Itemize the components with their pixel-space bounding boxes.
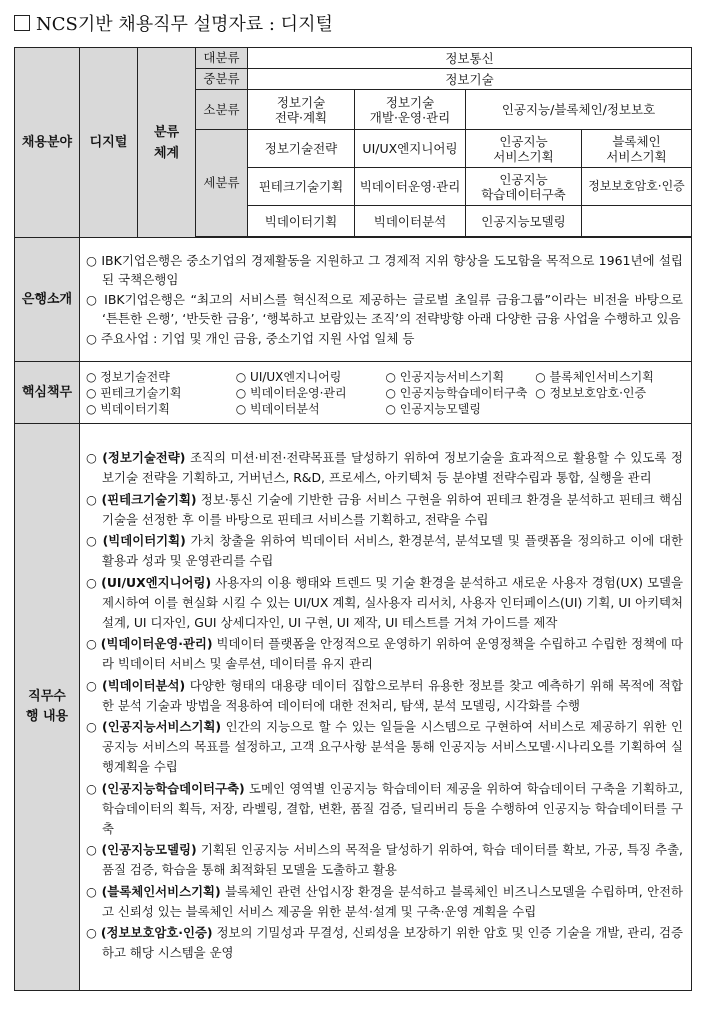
duty-item <box>535 401 685 417</box>
job-item: ○ (인공지능모델링) 기획된 인공지능 서비스의 목적을 달성하기 위하여, 학습 데이터를 확보, 가공, 특징 추출, 품질 검증, 학습을 통해 최적화된 모델을 도출하고 활용 <box>86 842 683 878</box>
duty-item: ○ 블록체인서비스기획 <box>535 369 654 384</box>
duty-item: ○ 빅데이터분석 <box>235 401 320 416</box>
job-item: ○ (빅데이터기획) 가치 창출을 위하여 빅데이터 서비스, 환경분석, 분석모델 및 플랫폼을 정의하고 이에 대한 활용과 성과 및 운영관리를 수립 <box>86 533 683 569</box>
duty-item: ○ 인공지능서비스기획 <box>385 369 505 384</box>
minor-value-2: 정보기술 개발·운영·관리 <box>355 90 466 130</box>
detail-cell-empty <box>582 206 692 237</box>
duty-item: ○ 빅데이터운영·관리 <box>235 385 347 400</box>
duty-item: ○ 인공지능학습데이터구축 <box>385 385 528 400</box>
detail-cell: 빅데이터운영·관리 <box>355 168 466 206</box>
job-item: ○ (빅데이터분석) 다양한 형태의 대용량 데이터 집합으로부터 유용한 정보를 찾고 예측하기 위해 목적에 적합한 분석 기술과 방법을 적용하여 데이터에 대한 전처리, 탐색, 분석 모델링, 시각화를 수행 <box>86 677 683 713</box>
bank-intro-label: 은행소개 <box>15 238 80 362</box>
detail-cell: 정보보호암호·인증 <box>582 168 692 206</box>
detail-cell: 인공지능 학습데이터구축 <box>466 168 582 206</box>
job-item: ○ (핀테크기술기획) 정보·통신 기술에 기반한 금융 서비스 구현을 위하여 핀테크 환경을 분석하고 핀테크 핵심 기술을 선정한 후 이를 바탕으로 핀테크 서비스를 기획하고, 전략을 수립 <box>86 491 683 527</box>
detail-cell: 인공지능모델링 <box>466 206 582 237</box>
bank-intro-item: ○ IBK기업은행은 “최고의 서비스를 혁신적으로 제공하는 글로벌 초일류 금융그룹”이라는 비전을 바탕으로 ‘튼튼한 은행’, ‘반듯한 금융’, ‘행복하고 보람있는 조직’의 전략방향 아래 다양한 금융 사업을 수행하고 있음 <box>86 291 683 327</box>
detail-cell: 정보기술전략 <box>248 130 355 168</box>
detail-cell: 핀테크기술기획 <box>248 168 355 206</box>
job-description-table <box>14 47 692 991</box>
title-text: NCS기반 채용직무 설명자료 : 디지털 <box>36 14 333 35</box>
minor-value-1: 정보기술 전략·계획 <box>248 90 355 130</box>
duty-row <box>86 401 685 417</box>
detail-cell: 블록체인 서비스기획 <box>582 130 692 168</box>
major-label: 대분류 <box>196 48 248 69</box>
core-duties-content <box>80 362 692 424</box>
minor-value-3: 인공지능/블록체인/정보보호 <box>466 90 692 130</box>
job-item: ○ (UI/UX엔지니어링) 사용자의 이용 행태와 트렌드 및 기술 환경을 분석하고 새로운 사용자 경험(UX) 모델을 제시하여 이를 현실화 시킬 수 있는 UI/UX 계획, 실사용자 리서치, 사용자 인터페이스(UI) 기획, UI 아키텍처 설계, UI 디자인, GUI 상세디자인, UI 구현, UI 제작, UI 테스트를 거쳐 가이드를 제작 <box>86 574 683 630</box>
duty-row <box>86 369 685 385</box>
duty-item: ○ 핀테크기술기획 <box>86 385 182 400</box>
job-content-label-text: 직무수행 내용 <box>25 689 69 724</box>
job-item: ○ (인공지능학습데이터구축) 도메인 영역별 인공지능 학습데이터 제공을 위하여 학습데이터 구축을 기획하고, 학습데이터의 획득, 저장, 라벨링, 결합, 변환, 품질 검증, 딜리버리 등을 수행하여 인공지능 학습데이터를 구축 <box>86 780 683 836</box>
classification-label <box>138 48 196 238</box>
bank-intro-content <box>80 238 692 362</box>
minor-label: 소분류 <box>196 90 248 130</box>
job-item: ○ (인공지능서비스기획) 인간의 지능으로 할 수 있는 일들을 시스템으로 구현하여 서비스로 제공하기 위한 인공지능 서비스의 목표를 설정하고, 고객 요구사항 분석을 통해 인공지능 서비스모델·시나리오를 기획하여 실행계획을 수립 <box>86 719 683 775</box>
job-item: ○ (정보기술전략) 조직의 미션·비전·전략목표를 달성하기 위하여 정보기술을 효과적으로 활용할 수 있도록 정보기술 전략을 기획하고, 거버넌스, R&D, 프로세스, 아키텍처 등 분야별 전략수립과 통합, 실행을 관리 <box>86 450 683 486</box>
job-item: ○ (정보보호암호·인증) 정보의 기밀성과 무결성, 신뢰성을 보장하기 위한 암호 및 인증 기술을 개발, 관리, 검증하고 해당 시스템을 운영 <box>86 925 683 961</box>
major-value: 정보통신 <box>248 48 692 69</box>
classification-label-text: 분류 체계 <box>153 124 180 161</box>
job-item: ○ (빅데이터운영·관리) 빅데이터 플랫폼을 안정적으로 운영하기 위하여 운영정책을 수립하고 수립한 정책에 따라 빅데이터 서비스 및 솔루션, 데이터를 유지 관리 <box>86 636 683 672</box>
detail-cell: 빅데이터기획 <box>248 206 355 237</box>
duty-row <box>86 385 685 401</box>
job-content-label <box>15 424 80 991</box>
duty-item: ○ 정보기술전략 <box>86 369 170 384</box>
duty-item: ○ 빅데이터기획 <box>86 401 170 416</box>
detail-cell: 빅데이터분석 <box>355 206 466 237</box>
detail-label: 세분류 <box>196 130 248 237</box>
duty-item: ○ UI/UX엔지니어링 <box>235 369 342 384</box>
detail-cell: UI/UX엔지니어링 <box>355 130 466 168</box>
bank-intro-item: ○ IBK기업은행은 중소기업의 경제활동을 지원하고 그 경제적 지위 향상을 도모함을 목적으로 1961년에 설립된 국책은행임 <box>86 252 683 288</box>
job-content <box>80 424 692 991</box>
digital-label: 디지털 <box>80 48 138 238</box>
bank-intro-item: ○ 주요사업 : 기업 및 개인 금융, 중소기업 지원 사업 일체 등 <box>86 330 415 346</box>
checkbox-square-icon <box>14 15 30 31</box>
duty-item: ○ 인공지능모델링 <box>385 401 481 416</box>
job-item: ○ (블록체인서비스기획) 블록체인 관련 산업시장 환경을 분석하고 블록체인 비즈니스모델을 수립하며, 안전하고 신뢰성 있는 블록체인 서비스 제공을 위한 분석·설계 및 구축·운영 계획을 수립 <box>86 883 683 919</box>
field-label: 채용분야 <box>15 48 80 238</box>
duty-item: ○ 정보보호암호·인증 <box>535 385 647 400</box>
middle-label: 중분류 <box>196 69 248 90</box>
middle-value: 정보기술 <box>248 69 692 90</box>
detail-cell: 인공지능 서비스기획 <box>466 130 582 168</box>
document-title <box>14 10 333 36</box>
core-duties-label: 핵심책무 <box>15 362 80 424</box>
